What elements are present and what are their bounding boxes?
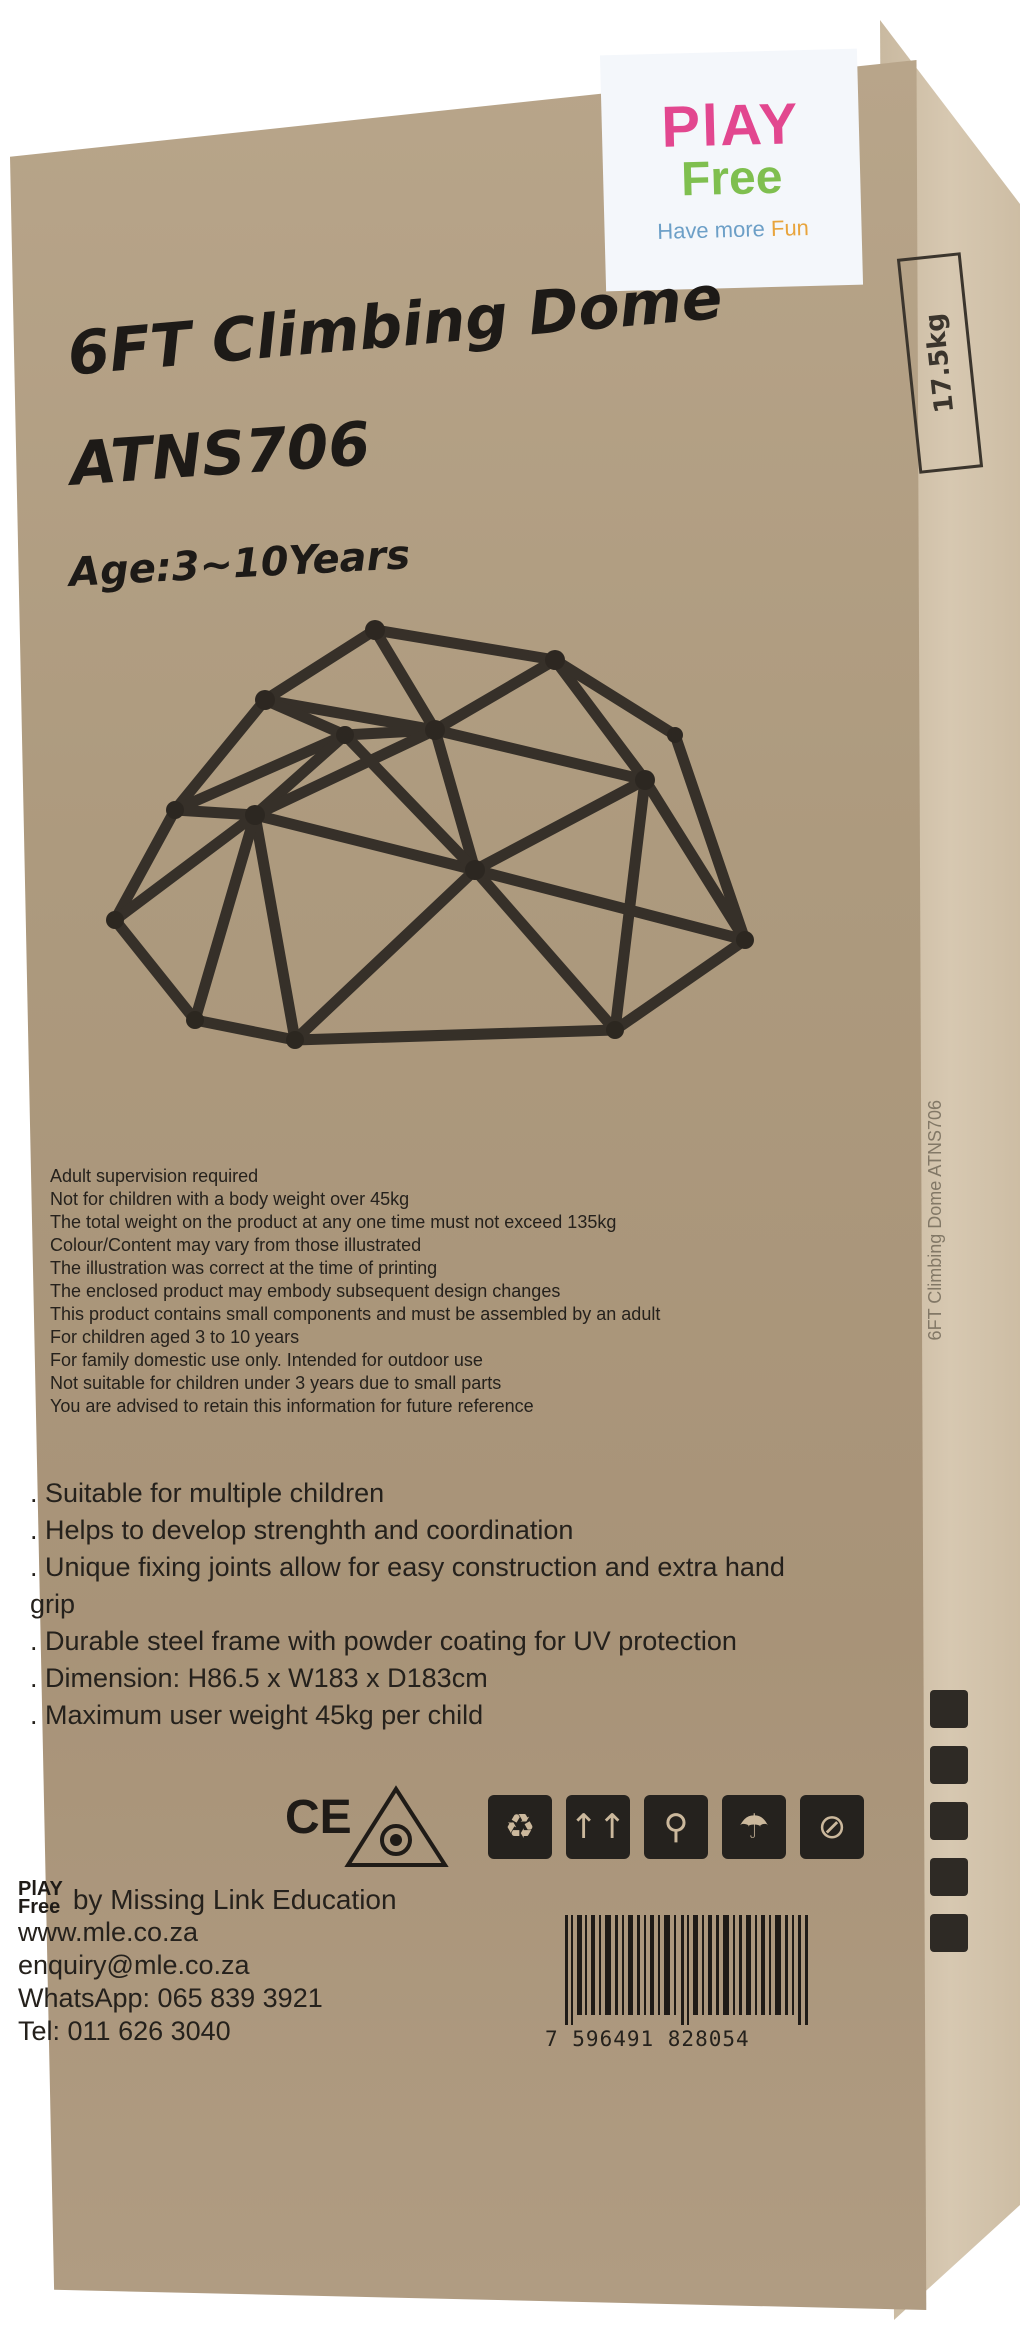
logo-tagline-accent: Fun xyxy=(770,214,810,241)
barcode-digits: 7 596491 828054 xyxy=(545,2027,750,2051)
climbing-dome-illustration xyxy=(95,600,775,1100)
handling-icons xyxy=(488,1795,864,1859)
warning-item: You are advised to retain this information for future reference xyxy=(50,1396,534,1416)
lion-mark-icon xyxy=(344,1785,449,1870)
product-model: ATNS706 xyxy=(68,409,373,500)
warning-item: The illustration was correct at the time of printing xyxy=(50,1258,438,1278)
barcode-icon xyxy=(565,1915,810,2025)
side-stack-icon xyxy=(930,1914,968,1952)
company-tel: Tel: 011 626 3040 xyxy=(18,2016,231,2046)
company-brand-row xyxy=(18,1880,418,1916)
company-info xyxy=(18,1880,418,2048)
side-fragile-icon xyxy=(930,1802,968,1840)
warning-item: For children aged 3 to 10 years xyxy=(50,1327,300,1347)
warning-item: The total weight on the product at any one time must not exceed 135kg xyxy=(50,1212,617,1232)
company-whatsapp: WhatsApp: 065 839 3921 xyxy=(18,1983,323,2013)
safety-warnings-list xyxy=(50,1165,750,1418)
feature-item: . Dimension: H86.5 x W183 x D183cm xyxy=(30,1660,790,1697)
ce-mark: CE xyxy=(285,1791,352,1844)
package-weight-label: 17.5kg xyxy=(919,311,961,415)
warning-item: Not for children with a body weight over 45kg xyxy=(50,1189,410,1209)
product-age: Age:3~10Years xyxy=(68,532,412,596)
side-umbrella-icon xyxy=(930,1746,968,1784)
product-features-list xyxy=(30,1475,790,1734)
warning-item: Colour/Content may vary from those illustrated xyxy=(50,1235,422,1255)
logo-free-text: Free xyxy=(680,150,784,207)
logo-tagline-main: Have more xyxy=(656,215,772,244)
side-recycle-icon xyxy=(930,1690,968,1728)
mini-logo-top: PlAY xyxy=(18,1878,63,1900)
fragile-icon: ⚲ xyxy=(644,1795,708,1859)
company-by-line: by Missing Link Education xyxy=(72,1884,397,1915)
brand-logo-card xyxy=(600,49,863,292)
recycle-icon: ♻ xyxy=(488,1795,552,1859)
mini-brand-logo xyxy=(18,1880,63,1916)
logo-tagline xyxy=(657,215,809,245)
product-title: 6FT Climbing Dome xyxy=(65,262,726,390)
warning-item: For family domestic use only. Intended for outdoor use xyxy=(50,1350,483,1370)
feature-item: . Helps to develop strenghth and coordination xyxy=(30,1512,790,1549)
company-email: enquiry@mle.co.za xyxy=(18,1950,250,1980)
feature-item: . Durable steel frame with powder coating for UV protection xyxy=(30,1623,790,1660)
company-website: www.mle.co.za xyxy=(18,1917,199,1947)
warning-item: The enclosed product may embody subsequent design changes xyxy=(50,1281,561,1301)
mini-logo-bottom: Free xyxy=(18,1896,61,1918)
this-way-up-icon: ↑↑ xyxy=(566,1795,630,1859)
feature-item: . Unique fixing joints allow for easy construction and extra hand grip xyxy=(30,1549,790,1623)
warning-item: Not suitable for children under 3 years due to small parts xyxy=(50,1373,502,1393)
side-spine-text: 6FT Climbing Dome ATNS706 xyxy=(925,1100,945,1341)
keep-dry-icon: ☂ xyxy=(722,1795,786,1859)
side-care-icons xyxy=(930,1690,972,1952)
feature-item: . Suitable for multiple children xyxy=(30,1475,790,1512)
warning-item: This product contains small components and must be assembled by an adult xyxy=(50,1304,661,1324)
do-not-step-icon: ⊘ xyxy=(800,1795,864,1859)
feature-item: . Maximum user weight 45kg per child xyxy=(30,1697,790,1734)
logo-play-text: PlAY xyxy=(660,91,801,160)
side-arrows-icon xyxy=(930,1858,968,1896)
warning-item: Adult supervision required xyxy=(50,1166,259,1186)
